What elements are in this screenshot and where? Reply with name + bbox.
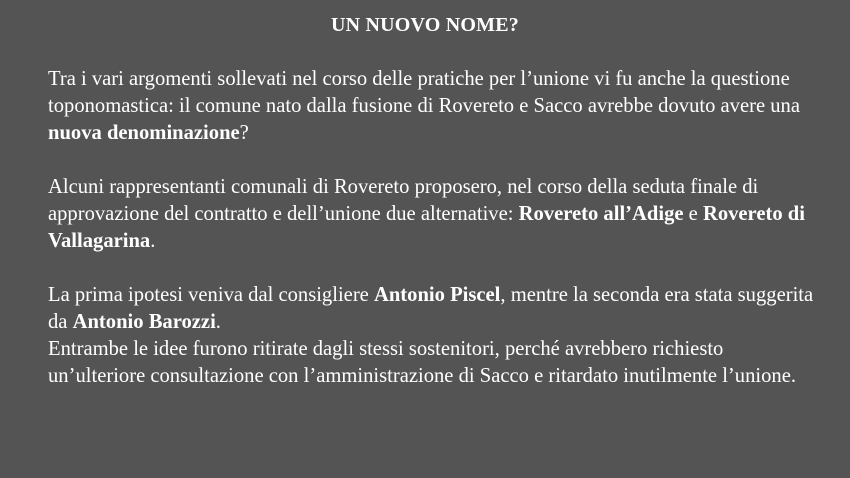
slide-title: UN NUOVO NOME? xyxy=(331,14,519,36)
text-segment: Alcuni rappresentanti comunali di Rovereto proposero, nel corso della seduta finale di approvazione del contratto e dell’unione due alternative: xyxy=(48,176,759,225)
paragraph-1 xyxy=(48,66,818,147)
bold-segment: nuova denominazione xyxy=(48,122,240,144)
text-segment: . xyxy=(215,311,221,333)
text-segment: Tra i vari argomenti sollevati nel corso delle pratiche per l’unione vi fu anche la questione toponomastica: il comune nato dalla fusione di Rovereto e Sacco avrebbe dovuto avere una xyxy=(48,68,800,117)
bold-segment: Rovereto di Vallagarina xyxy=(48,203,805,252)
paragraph-2 xyxy=(48,174,818,255)
text-segment: Entrambe le idee furono ritirate dagli stessi sostenitori, perché avrebbero richiesto un’ulteriore consultazione con l’amministrazione di Sacco e ritardato inutilmente l’unione. xyxy=(48,338,796,387)
text-segment: e xyxy=(683,203,703,225)
bold-segment: Antonio Piscel xyxy=(373,284,501,306)
bold-segment: Rovereto all’Adige xyxy=(518,203,684,225)
text-segment: . xyxy=(150,230,156,252)
bold-segment: Antonio Barozzi xyxy=(72,311,216,333)
paragraph-3 xyxy=(48,282,818,336)
paragraph-4 xyxy=(48,336,818,390)
text-segment: ? xyxy=(239,122,249,144)
text-segment: , mentre la seconda era stata suggerita da xyxy=(48,284,814,333)
text-segment: La prima ipotesi veniva dal consigliere xyxy=(48,284,374,306)
slide-body xyxy=(48,66,818,390)
